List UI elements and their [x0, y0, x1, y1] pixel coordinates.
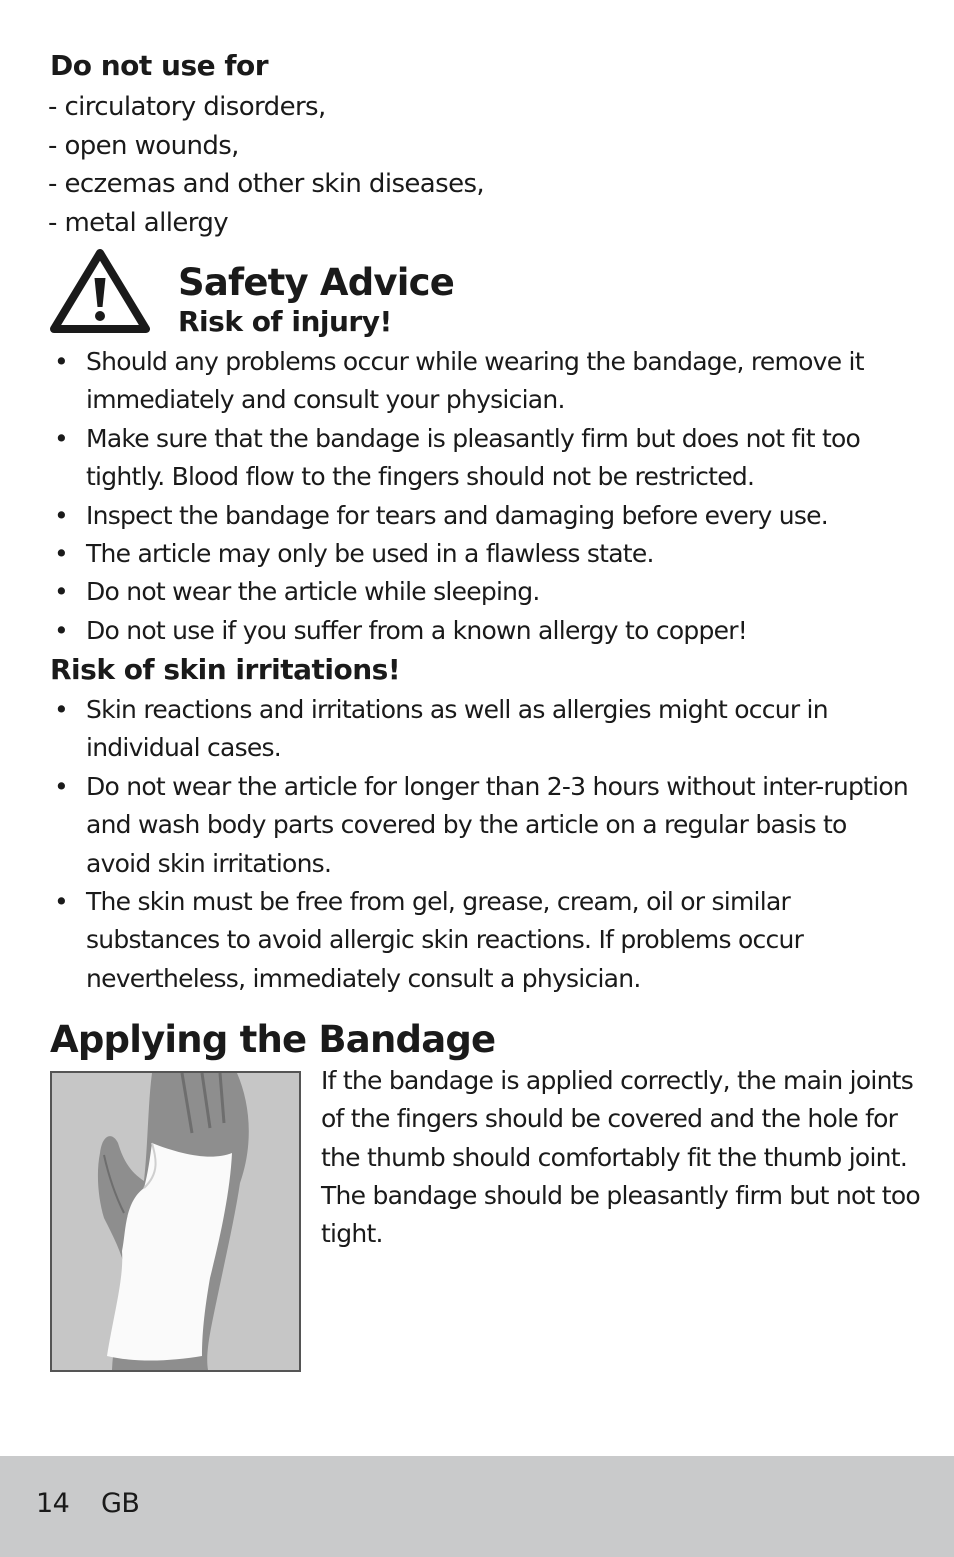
applying-instructions: If the bandage is applied correctly, the main joints of the fingers should be covered and the hole for the thumb should comfortably fit the thumb joint. The bandage should be pleasantly firm but not too tight. [321, 1066, 920, 1249]
list-item: • Should any problems occur while wearing the bandage, remove it immediately and consult your physician. [52, 343, 912, 420]
list-item: • Do not use if you suffer from a known allergy to copper! [52, 612, 912, 650]
list-item: • The skin must be free from gel, grease, cream, oil or similar substances to avoid allergic skin reactions. If problems occur nevertheless, immediately consult a physician. [52, 883, 912, 998]
list-item: • Do not wear the article for longer than 2-3 hours without inter-ruption and wash body parts covered by the article on a regular basis to avoid skin irritations. [52, 768, 912, 883]
list-item: • The article may only be used in a flawless state. [52, 535, 912, 573]
contraindications-list [48, 88, 484, 242]
injury-bullet-list [52, 343, 912, 650]
language-code: GB [101, 1488, 140, 1519]
list-item: • Inspect the bandage for tears and damaging before every use. [52, 497, 912, 535]
applying-bandage-title: Applying the Bandage [50, 1018, 496, 1061]
list-item: - open wounds, [48, 130, 239, 161]
page-number: 14 [36, 1488, 70, 1519]
list-item: - eczemas and other skin diseases, [48, 169, 485, 199]
skin-bullet-list [52, 691, 912, 998]
warning-triangle-icon [50, 248, 150, 334]
page-footer [0, 1456, 954, 1557]
bandage-illustration [50, 1071, 301, 1372]
hand-with-bandage-icon [52, 1073, 299, 1370]
list-item: • Skin reactions and irritations as well as allergies might occur in individual cases. [52, 691, 912, 768]
list-item: • Do not wear the article while sleeping. [52, 573, 912, 611]
risk-of-injury-title: Risk of injury! [178, 305, 392, 338]
contraindications-title: Do not use for [50, 49, 269, 82]
safety-advice-title: Safety Advice [178, 261, 455, 304]
list-item: - circulatory disorders, [48, 92, 326, 122]
list-item: • Make sure that the bandage is pleasantly firm but does not fit too tightly. Blood flow to the fingers should not be restricted. [52, 420, 912, 497]
list-item: - metal allergy [48, 207, 229, 238]
risk-of-skin-irritations-title: Risk of skin irritations! [50, 653, 401, 686]
